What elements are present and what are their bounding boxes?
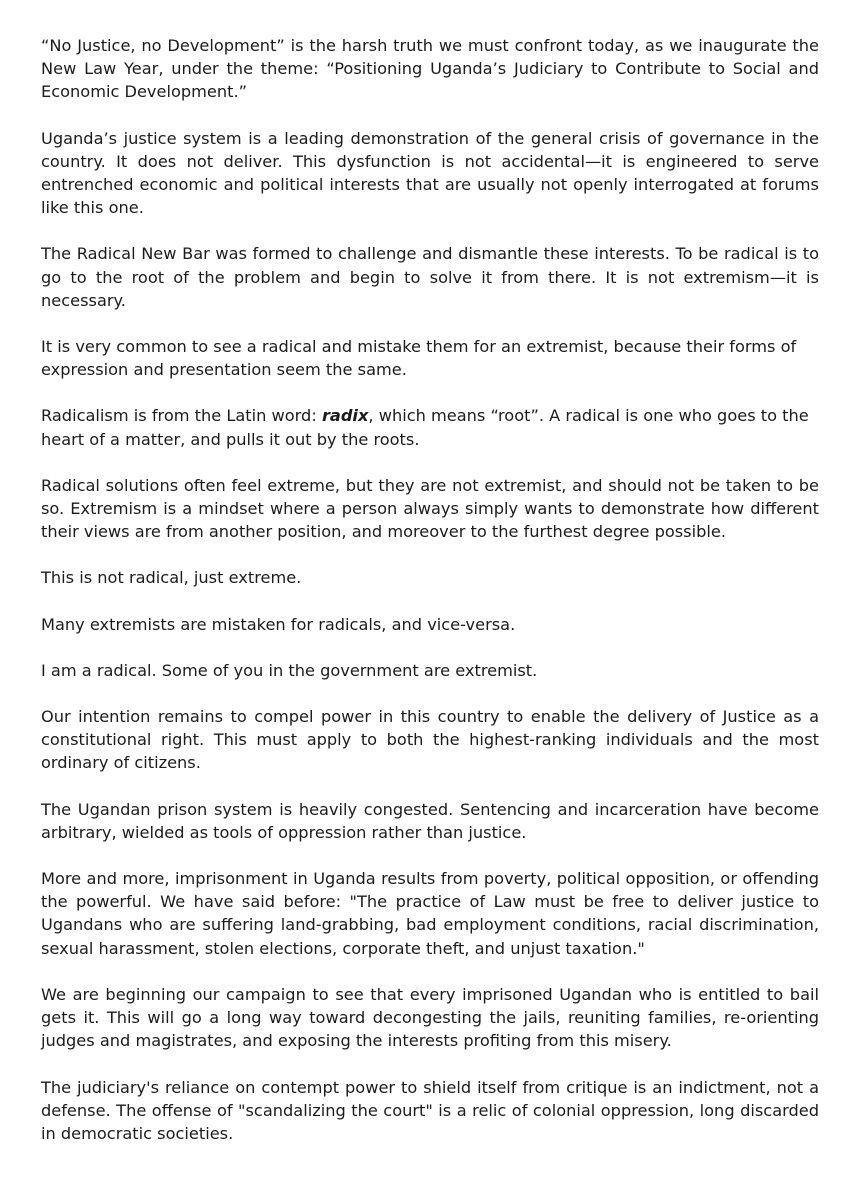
radix-text-after: , which means “root”. A radical is one who goes to the heart of a matter, and pulls it out by the roots. xyxy=(41,406,809,449)
paragraph-theme: “No Justice, no Development” is the harsh truth we must confront today, as we inaugurate the New Law Year, under the theme: “Positioning Uganda’s Judiciary to Contribute to Social and Economic Development.” xyxy=(41,36,819,102)
radix-emphasis: radix xyxy=(321,406,369,426)
paragraph-vice-versa: Many extremists are mistaken for radicals, and vice-versa. xyxy=(41,614,516,634)
paragraph-contempt-power: The judiciary's reliance on contempt power to shield itself from critique is an indictment, not a defense. The offense of "scandalizing the court" is a relic of colonial oppression, long discarded in democratic societies. xyxy=(41,1077,819,1143)
paragraph-our-intention: Our intention remains to compel power in this country to enable the delivery of Justice as a constitutional right. This must apply to both the highest-ranking individuals and the most ordinary of citizens. xyxy=(41,707,819,773)
paragraph-not-radical: This is not radical, just extreme. xyxy=(41,568,302,588)
paragraph-i-am-radical: I am a radical. Some of you in the government are extremist. xyxy=(41,660,538,680)
paragraph-radical-solutions: Radical solutions often feel extreme, but they are not extremist, and should not be taken to be so. Extremism is a mindset where a person always simply wants to demonstrate how different their views are from another position, and moreover to the furthest degree possible. xyxy=(41,475,819,542)
paragraph-radix xyxy=(41,404,819,450)
paragraph-bail-campaign: We are beginning our campaign to see that every imprisoned Ugandan who is entitled to bail gets it. This will go a long way toward decongesting the jails, reuniting families, re-orienting judges and magistrates, and exposing the interests profiting from this misery. xyxy=(41,984,819,1051)
paragraph-radical-mistaken: It is very common to see a radical and mistake them for an extremist, because their forms of expression and presentation seem the same. xyxy=(41,337,797,380)
radix-text-before: Radicalism is from the Latin word: xyxy=(41,406,322,426)
paragraph-prison-system: The Ugandan prison system is heavily congested. Sentencing and incarceration have become arbitrary, wielded as tools of oppression rather than justice. xyxy=(41,799,819,842)
paragraph-radical-new-bar: The Radical New Bar was formed to challenge and dismantle these interests. To be radical is to go to the root of the problem and begin to solve it from there. It is not extremism—it is necessary. xyxy=(41,244,819,310)
paragraph-imprisonment: More and more, imprisonment in Uganda results from poverty, political opposition, or offending the powerful. We have said before: "The practice of Law must be free to deliver justice to Ugandans who are suffering land-grabbing, bad employment conditions, racial discrimination, sexual harassment, stolen elections, corporate theft, and unjust taxation." xyxy=(41,869,819,958)
paragraph-justice-system: Uganda’s justice system is a leading demonstration of the general crisis of governance in the country. It does not deliver. This dysfunction is not accidental—it is engineered to serve entrenched economic and political interests that are usually not openly interrogated at forums like this one. xyxy=(41,128,819,218)
